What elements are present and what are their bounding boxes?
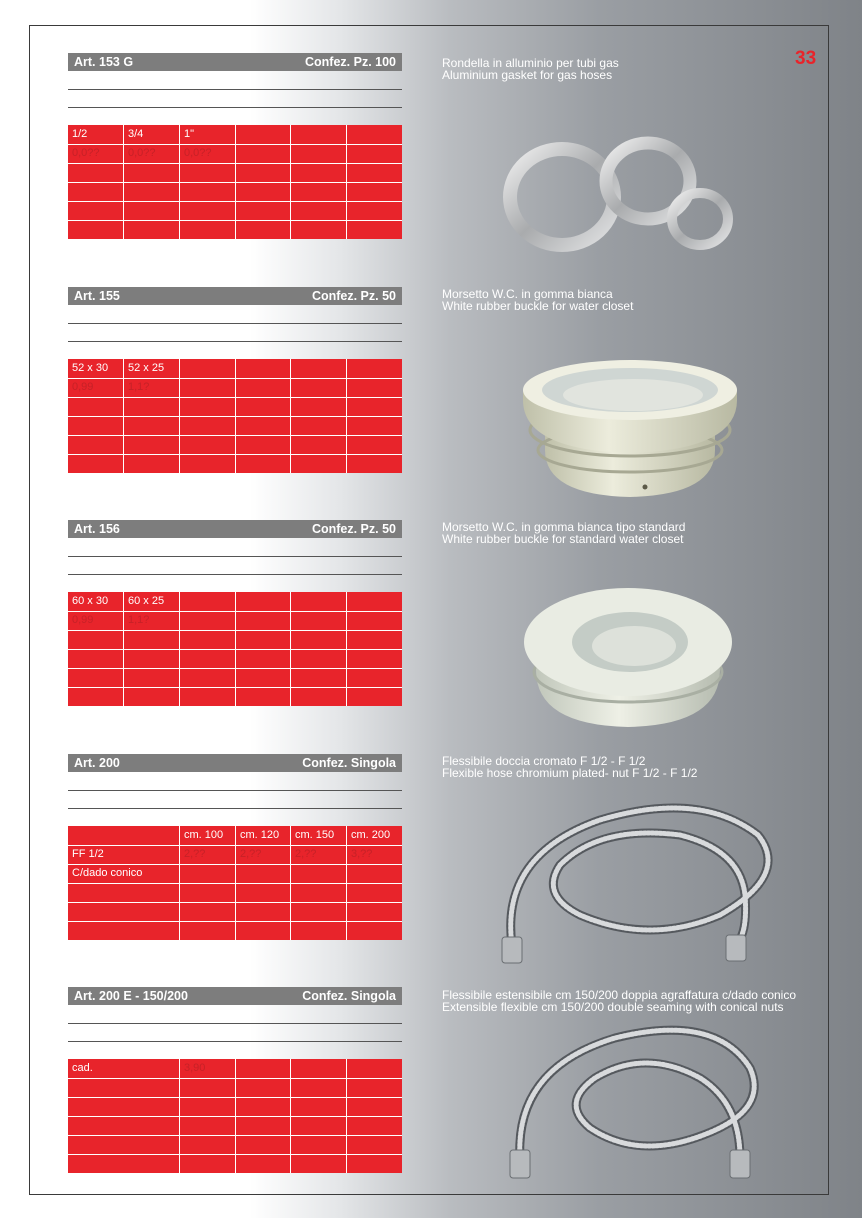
table-cell: 1" bbox=[184, 128, 195, 140]
description-english: White rubber buckle for water closet bbox=[442, 299, 634, 313]
article-code: Art. 200 E - 150/200 bbox=[74, 989, 188, 1003]
table-cell: 3,90 bbox=[184, 1062, 206, 1074]
description-english: White rubber buckle for standard water closet bbox=[442, 532, 684, 546]
table-cell: 0,0?? bbox=[184, 147, 212, 159]
package-quantity: Confez. Pz. 50 bbox=[311, 522, 396, 536]
product-description bbox=[442, 57, 822, 81]
table-cell: 52 x 30 bbox=[72, 362, 109, 374]
section-art-156 bbox=[68, 520, 402, 710]
divider bbox=[68, 107, 402, 108]
article-header bbox=[68, 53, 402, 71]
description-italian: Flessibile doccia cromato F 1/2 - F 1/2 bbox=[442, 754, 646, 768]
table-cell: C/dado conico bbox=[72, 867, 143, 879]
table-cell: 0,99 bbox=[72, 381, 94, 393]
section-art-155 bbox=[68, 287, 402, 477]
page-number: 33 bbox=[795, 48, 817, 69]
section-art-153g bbox=[68, 53, 402, 243]
table-cell: 3,?? bbox=[351, 848, 373, 860]
extensible-shower-hose-image bbox=[495, 1018, 770, 1183]
article-header bbox=[68, 520, 402, 538]
product-description bbox=[442, 755, 822, 779]
aluminium-gasket-rings-image bbox=[500, 135, 770, 255]
chrome-shower-hose-image bbox=[490, 795, 780, 970]
article-code: Art. 155 bbox=[74, 289, 120, 303]
article-code: Art. 153 G bbox=[74, 55, 134, 69]
table-header-cell: cm. 120 bbox=[240, 829, 280, 841]
description-italian: Morsetto W.C. in gomma bianca tipo standard bbox=[442, 520, 686, 534]
table-cell: 1,1? bbox=[128, 614, 150, 626]
table-header-cell: cm. 150 bbox=[295, 829, 335, 841]
product-description bbox=[442, 521, 822, 545]
package-quantity: Confez. Pz. 50 bbox=[311, 289, 396, 303]
white-rubber-buckle-standard-image bbox=[518, 580, 738, 730]
table-header-cell: cm. 200 bbox=[351, 829, 391, 841]
section-art-200e bbox=[68, 987, 402, 1177]
product-description bbox=[442, 989, 822, 1013]
description-english: Flexible hose chromium plated- nut F 1/2 - F 1/2 bbox=[442, 766, 698, 780]
table-cell: 0,99 bbox=[72, 614, 94, 626]
description-italian: Rondella in alluminio per tubi gas bbox=[442, 56, 619, 70]
table-header-cell: cm. 100 bbox=[184, 829, 224, 841]
table-cell: 0,0?? bbox=[72, 147, 100, 159]
table-cell: 2,?? bbox=[184, 848, 206, 860]
table-cell: 1/2 bbox=[72, 128, 88, 140]
description-italian: Morsetto W.C. in gomma bianca bbox=[442, 287, 613, 301]
package-quantity: Confez. Singola bbox=[302, 989, 396, 1003]
table-cell: 52 x 25 bbox=[128, 362, 165, 374]
section-art-200 bbox=[68, 754, 402, 944]
price-table bbox=[68, 1059, 402, 1173]
product-description bbox=[442, 288, 822, 312]
table-cell: 60 x 30 bbox=[72, 595, 109, 607]
table-cell: cad. bbox=[72, 1062, 93, 1074]
article-code: Art. 200 bbox=[74, 756, 120, 770]
table-cell: 1,1? bbox=[128, 381, 150, 393]
package-quantity: Confez. Pz. 100 bbox=[305, 55, 396, 69]
article-header bbox=[68, 287, 402, 305]
price-table bbox=[68, 359, 402, 473]
divider bbox=[68, 89, 402, 90]
price-table bbox=[68, 125, 402, 239]
price-table bbox=[68, 826, 402, 940]
description-english: Extensible flexible cm 150/200 double seaming with conical nuts bbox=[442, 1000, 784, 1014]
package-quantity: Confez. Singola bbox=[302, 756, 396, 770]
article-header bbox=[68, 754, 402, 772]
table-cell: 2,?? bbox=[295, 848, 317, 860]
table-cell: 2,?? bbox=[240, 848, 262, 860]
table-cell: FF 1/2 bbox=[72, 848, 104, 860]
article-header bbox=[68, 987, 402, 1005]
table-cell: 0,0?? bbox=[128, 147, 156, 159]
white-rubber-buckle-image bbox=[515, 355, 745, 500]
description-english: Aluminium gasket for gas hoses bbox=[442, 68, 613, 82]
description-italian: Flessibile estensibile cm 150/200 doppia agraffatura c/dado conico bbox=[442, 988, 796, 1002]
table-cell: 60 x 25 bbox=[128, 595, 165, 607]
article-code: Art. 156 bbox=[74, 522, 120, 536]
table-cell: 3/4 bbox=[128, 128, 144, 140]
price-table bbox=[68, 592, 402, 706]
